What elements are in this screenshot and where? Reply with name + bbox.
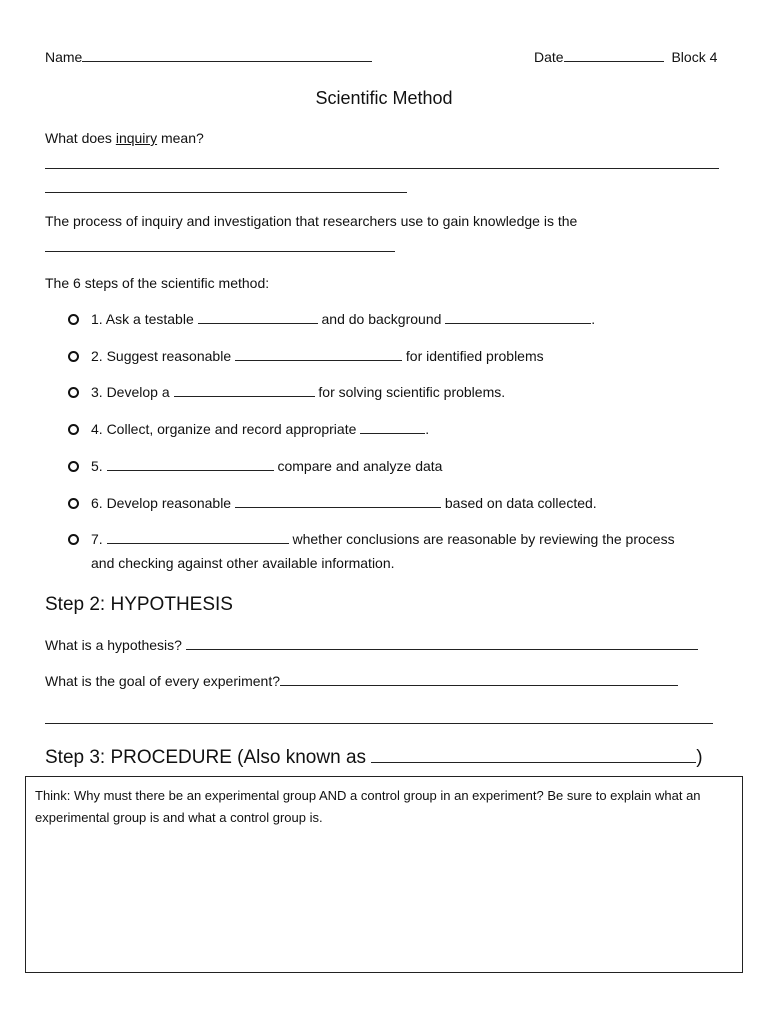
step-2-heading: Step 2: HYPOTHESIS bbox=[45, 594, 233, 615]
question-hypothesis: What is a hypothesis? bbox=[45, 637, 698, 653]
answer-line-inquiry-1[interactable] bbox=[45, 168, 719, 169]
answer-line-goal-2[interactable] bbox=[45, 723, 713, 724]
answer-line-inquiry-2[interactable] bbox=[45, 192, 407, 193]
date-blank[interactable] bbox=[564, 60, 664, 62]
procedure-blank[interactable] bbox=[371, 761, 696, 763]
name-field[interactable] bbox=[45, 49, 372, 65]
think-prompt: Think: Why must there be an experimental group AND a control group in an experiment? Be sure to explain what an experimental group is and what a control group is. bbox=[35, 788, 701, 825]
name-label: Name bbox=[45, 49, 83, 65]
step-4-blank[interactable] bbox=[360, 432, 425, 434]
bullet-icon bbox=[68, 351, 79, 362]
question-process: The process of inquiry and investigation that researchers use to gain knowledge is the bbox=[45, 213, 578, 229]
steps-intro: The 6 steps of the scientific method: bbox=[45, 275, 270, 291]
question-goal: What is the goal of every experiment? bbox=[45, 673, 678, 689]
step-7-blank[interactable] bbox=[107, 542, 289, 544]
question-inquiry: What does inquiry mean? bbox=[45, 130, 204, 146]
step-item-7: 7. whether conclusions are reasonable by reviewing the process bbox=[91, 531, 675, 547]
goal-blank[interactable] bbox=[280, 684, 678, 686]
step-item-2: 2. Suggest reasonable for identified problems bbox=[91, 348, 544, 364]
name-blank[interactable] bbox=[82, 60, 372, 62]
block-label: Block 4 bbox=[671, 49, 718, 65]
step-5-blank[interactable] bbox=[107, 469, 274, 471]
step-item-3: 3. Develop a for solving scientific problems. bbox=[91, 384, 506, 400]
step-item-7-continued: and checking against other available information. bbox=[91, 555, 395, 571]
step-item-6: 6. Develop reasonable based on data collected. bbox=[91, 495, 597, 511]
step-1-blank-a[interactable] bbox=[198, 322, 318, 324]
hypothesis-blank[interactable] bbox=[186, 648, 698, 650]
step-item-5: 5. compare and analyze data bbox=[91, 458, 443, 474]
answer-line-process[interactable] bbox=[45, 251, 395, 252]
date-label: Date bbox=[534, 49, 564, 65]
step-6-blank[interactable] bbox=[235, 506, 441, 508]
worksheet-title: Scientific Method bbox=[315, 88, 453, 108]
inquiry-keyword: inquiry bbox=[115, 130, 158, 146]
step-1-blank-b[interactable] bbox=[445, 322, 591, 324]
bullet-icon bbox=[68, 534, 79, 545]
bullet-icon bbox=[68, 498, 79, 509]
step-item-1: 1. Ask a testable and do background . bbox=[91, 311, 596, 327]
think-answer-box[interactable] bbox=[25, 776, 743, 973]
step-3-blank[interactable] bbox=[174, 395, 315, 397]
date-field[interactable] bbox=[534, 49, 717, 65]
bullet-icon bbox=[68, 424, 79, 435]
bullet-icon bbox=[68, 314, 79, 325]
bullet-icon bbox=[68, 387, 79, 398]
step-item-4: 4. Collect, organize and record appropriate . bbox=[91, 421, 430, 437]
step-2-blank[interactable] bbox=[235, 359, 402, 361]
bullet-icon bbox=[68, 461, 79, 472]
step-3-heading: Step 3: PROCEDURE (Also known as ) bbox=[45, 747, 703, 768]
